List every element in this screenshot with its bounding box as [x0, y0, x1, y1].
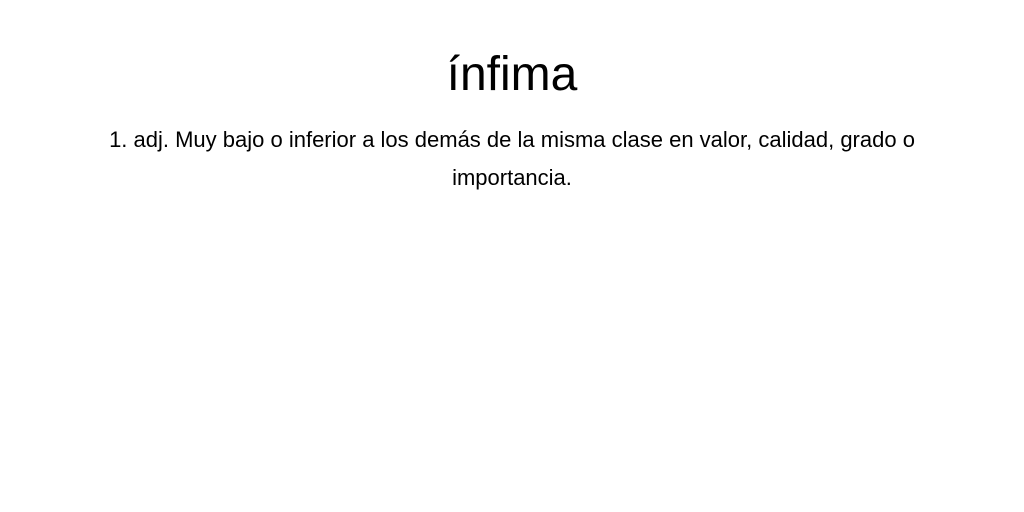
dictionary-entry [0, 0, 1024, 197]
headword-title: ínfima [446, 48, 578, 101]
definition-text: 1. adj. Muy bajo o inferior a los demás de la misma clase en valor, calidad, grado o importancia. [109, 127, 915, 190]
